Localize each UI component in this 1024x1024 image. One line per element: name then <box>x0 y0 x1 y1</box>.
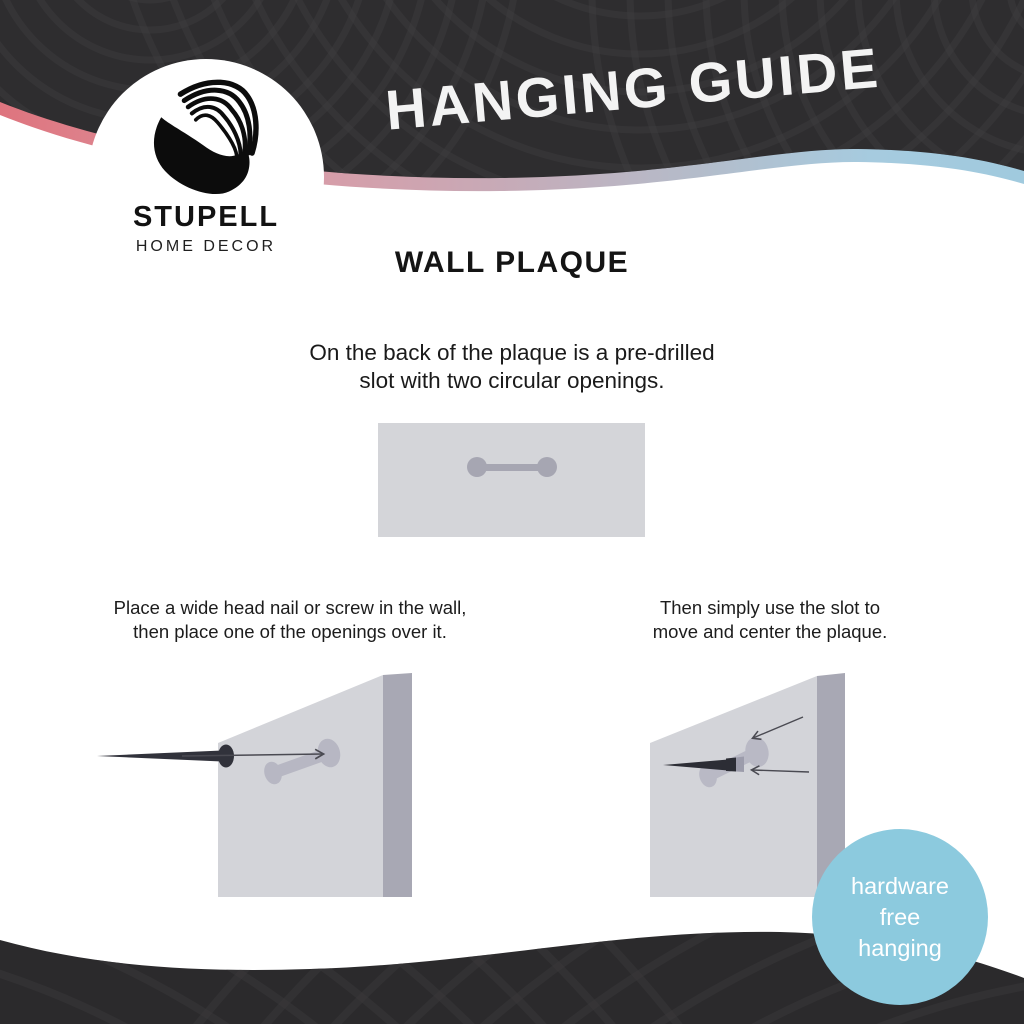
step1-caption-line2: then place one of the openings over it. <box>133 620 447 642</box>
stupell-s-swoosh-icon <box>142 75 270 203</box>
step2-caption <box>540 596 1000 643</box>
brand-tagline: HOME DECOR <box>135 238 277 255</box>
step1-caption-line1: Place a wide head nail or screw in the wall, <box>113 597 467 618</box>
brand-logo <box>88 59 324 295</box>
intro-line-2: slot with two circular openings. <box>359 368 665 393</box>
page-title: HANGING GUIDE <box>383 35 884 142</box>
step1-caption <box>60 596 520 643</box>
badge-line-2: free <box>879 903 921 930</box>
slot-opening-right <box>537 457 557 477</box>
hardware-free-badge <box>812 829 988 1005</box>
badge-line-3: hanging <box>858 934 942 961</box>
plaque-front <box>650 676 817 897</box>
intro-line-1: On the back of the plaque is a pre-drilled <box>309 340 715 365</box>
slot-opening-left <box>467 457 487 477</box>
step1-illustration <box>60 660 520 940</box>
step2-caption-line1: Then simply use the slot to <box>659 597 881 618</box>
badge-line-1: hardware <box>851 872 949 899</box>
plaque-back-diagram <box>378 423 645 537</box>
plaque-front <box>218 675 383 897</box>
intro-text <box>212 339 812 395</box>
step2-caption-line2: move and center the plaque. <box>652 620 888 642</box>
plaque-side-edge <box>383 673 412 897</box>
section-heading: WALL PLAQUE <box>394 246 630 279</box>
brand-name: STUPELL <box>132 201 280 233</box>
